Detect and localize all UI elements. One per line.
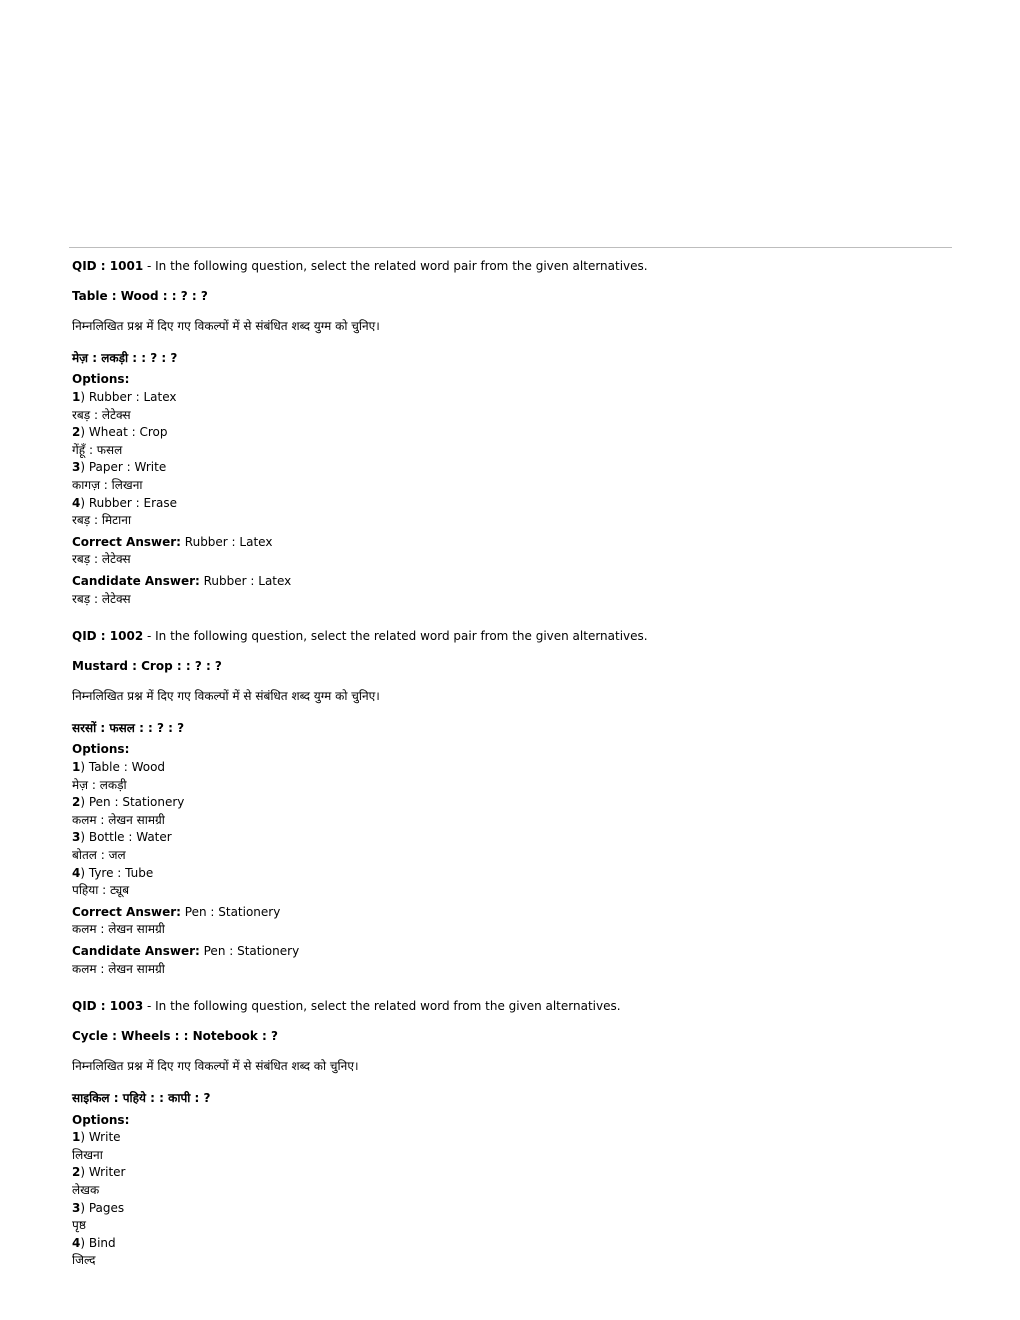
- question-title-en: Mustard : Crop : : ? : ?: [72, 658, 222, 673]
- question-prompt: - In the following question, select the related word pair from the given alternatives.: [143, 259, 648, 273]
- option-item-hi: जिल्द: [72, 1253, 96, 1268]
- correct-answer: Correct Answer: Rubber : Latex: [72, 534, 273, 549]
- option-item-hi: लिखना: [72, 1147, 103, 1162]
- option-item: 2) Pen : Stationery: [72, 795, 185, 810]
- question-prompt: - In the following question, select the related word from the given alternatives.: [143, 999, 621, 1014]
- option-item-hi: रबड़ : लेटेक्स: [72, 407, 131, 422]
- question-prompt: - In the following question, select the related word pair from the given alternatives.: [143, 629, 648, 644]
- option-item-hi: कागज़ : लिखना: [72, 477, 143, 492]
- options-label: Options:: [72, 742, 130, 757]
- option-item: 4) Bind: [72, 1235, 116, 1250]
- question-header: [72, 258, 942, 276]
- candidate-answer: Candidate Answer: Rubber : Latex: [72, 573, 292, 588]
- question-list: [72, 258, 942, 1290]
- question-title-en: Cycle : Wheels : : Notebook : ?: [72, 1028, 278, 1043]
- option-item-hi: लेखक: [72, 1182, 100, 1197]
- question-title-hi: सरसों : फसल : : ? : ?: [72, 720, 185, 735]
- option-item-hi: मेज़ : लकड़ी: [72, 777, 127, 792]
- question-block: [72, 998, 942, 1270]
- question-block: [72, 258, 942, 608]
- question-block: [72, 628, 942, 978]
- option-item: 3) Bottle : Water: [72, 830, 172, 845]
- option-item: 2) Wheat : Crop: [72, 425, 168, 440]
- option-item: 1) Table : Wood: [72, 760, 166, 775]
- option-item: 4) Tyre : Tube: [72, 865, 154, 880]
- candidate-answer-hi: रबड़ : लेटेक्स: [72, 591, 131, 606]
- option-item-hi: पहिया : ट्यूब: [72, 883, 130, 898]
- qid-label: QID : 1001: [72, 259, 144, 273]
- candidate-answer-hi: कलम : लेखन सामग्री: [72, 961, 165, 976]
- question-header: [72, 998, 942, 1016]
- option-item-hi: गेंहूँ : फसल: [72, 442, 123, 457]
- option-item: 1) Write: [72, 1130, 121, 1145]
- options-label: Options:: [72, 1112, 130, 1127]
- option-item-hi: बोतल : जल: [72, 848, 126, 863]
- correct-answer: Correct Answer: Pen : Stationery: [72, 904, 281, 919]
- question-prompt-hi: निम्नलिखित प्रश्न में दिए गए विकल्पों में से संबंधित शब्द युग्म को चुनिए।: [72, 319, 380, 334]
- question-title-hi: साइकिल : पहिये : : कापी : ?: [72, 1090, 211, 1105]
- qid-label: QID : 1002: [72, 629, 144, 644]
- option-item: 1) Rubber : Latex: [72, 389, 177, 404]
- option-item-hi: पृष्ठ: [72, 1218, 86, 1233]
- option-item: 4) Rubber : Erase: [72, 495, 177, 510]
- correct-answer-hi: कलम : लेखन सामग्री: [72, 922, 165, 937]
- option-item: 3) Paper : Write: [72, 460, 167, 475]
- question-prompt-hi: निम्नलिखित प्रश्न में दिए गए विकल्पों में से संबंधित शब्द युग्म को चुनिए।: [72, 689, 380, 704]
- question-title-en: Table : Wood : : ? : ?: [72, 288, 208, 303]
- top-divider: [69, 247, 952, 248]
- option-item: 2) Writer: [72, 1165, 126, 1180]
- question-title-hi: मेज़ : लकड़ी : : ? : ?: [72, 350, 178, 365]
- options-label: Options:: [72, 372, 130, 387]
- question-header: [72, 628, 942, 646]
- option-item: 3) Pages: [72, 1200, 125, 1215]
- qid-label: QID : 1003: [72, 999, 144, 1014]
- option-item-hi: कलम : लेखन सामग्री: [72, 812, 165, 827]
- correct-answer-hi: रबड़ : लेटेक्स: [72, 552, 131, 567]
- question-prompt-hi: निम्नलिखित प्रश्न में दिए गए विकल्पों में से संबंधित शब्द को चुनिए।: [72, 1059, 359, 1074]
- candidate-answer: Candidate Answer: Pen : Stationery: [72, 944, 300, 958]
- option-item-hi: रबड़ : मिटाना: [72, 513, 132, 528]
